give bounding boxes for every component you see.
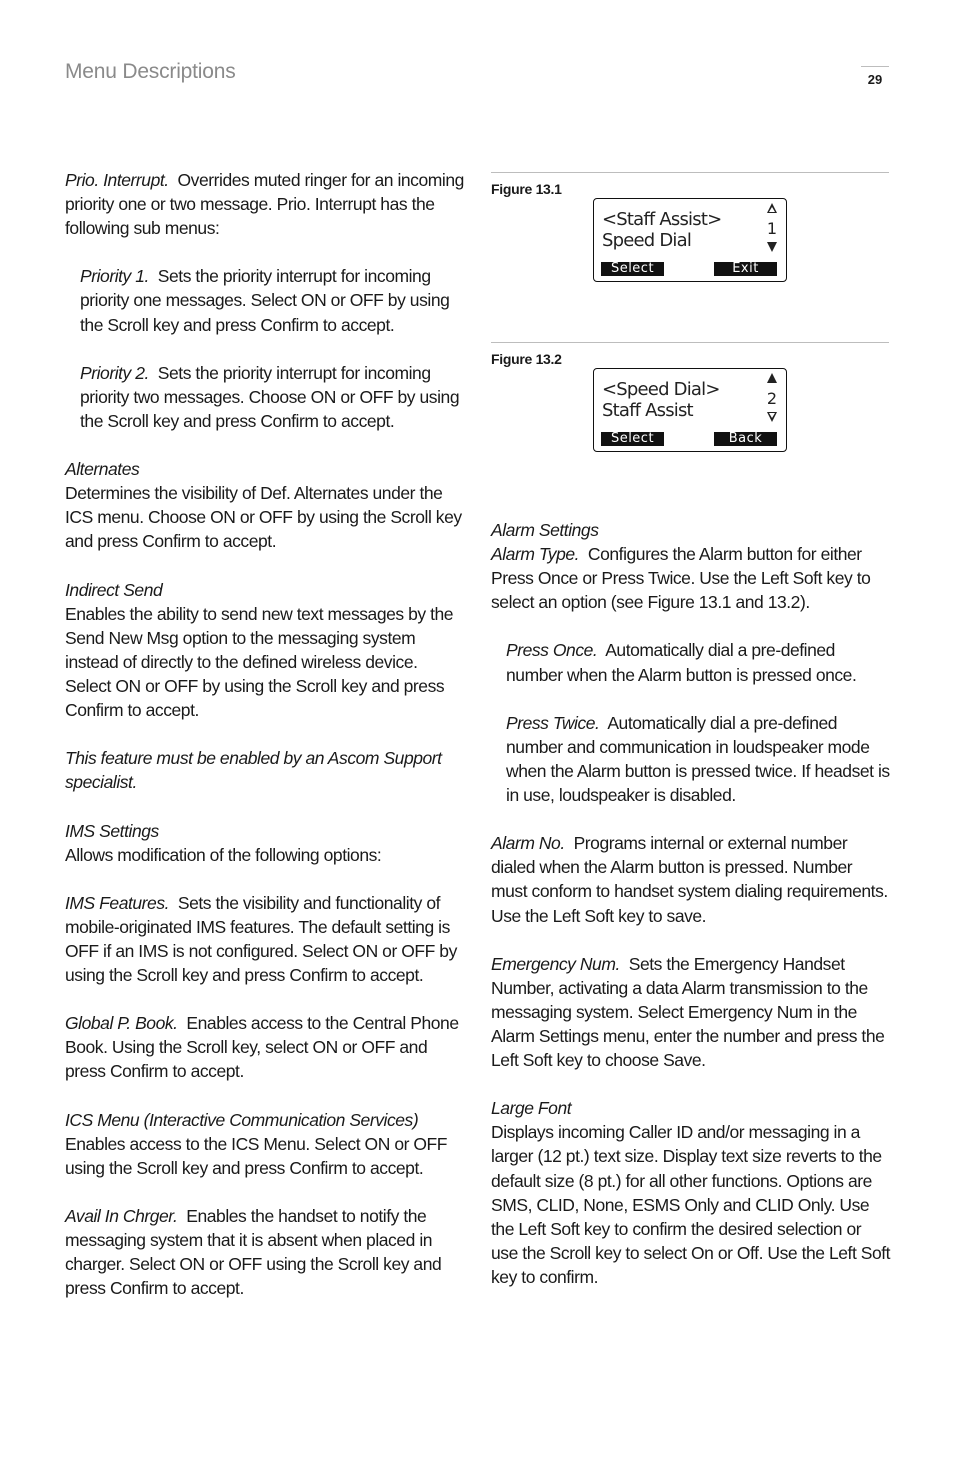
- priority-2-paragraph: [65, 361, 465, 433]
- indirect-send-section: [65, 578, 465, 723]
- display-line-1: <Speed Dial>: [602, 379, 720, 400]
- ims-features-paragraph: [65, 891, 465, 987]
- description: Programs internal or external number dialed when the Alarm button is pressed. Number must conform to handset system dialing requirements. Use the Left Soft key to save.: [491, 833, 888, 926]
- term: Global P. Book.: [65, 1013, 178, 1034]
- figure-label: Figure 13.2: [491, 351, 562, 367]
- press-twice-paragraph: [491, 711, 891, 807]
- page-number-rule: [861, 66, 889, 67]
- avail-in-charger-paragraph: [65, 1204, 465, 1300]
- section-heading: Alternates: [65, 459, 140, 480]
- term: IMS Features.: [65, 892, 170, 913]
- alarm-no-paragraph: [491, 831, 891, 927]
- press-once-paragraph: [491, 638, 891, 686]
- figure-13-1: [491, 172, 889, 293]
- support-note: [65, 746, 465, 794]
- right-soft-key: Exit: [714, 262, 777, 276]
- description: Allows modification of the following options:: [65, 844, 382, 865]
- display-line-2: Staff Assist: [602, 400, 693, 421]
- term: Press Once.: [506, 640, 598, 661]
- handset-display: [593, 368, 787, 452]
- description: Enables the ability to send new text messages by the Send New Msg option to the messaging system instead of directly to the defined wireless device. Select ON or OFF by using the Scroll key and press Confirm to accept.: [65, 603, 454, 721]
- right-column: [491, 518, 891, 1313]
- description: Automatically dial a pre-defined number and communication in loudspeaker mode when the Alarm button is pressed twice. If headset is in use, loudspeaker is disabled.: [506, 712, 890, 806]
- term: Prio. Interrupt.: [65, 170, 169, 190]
- section-title: Menu Descriptions: [65, 60, 236, 83]
- section-heading: Indirect Send: [65, 579, 163, 600]
- scroll-down-icon: [767, 242, 777, 252]
- display-line-1: <Staff Assist>: [602, 209, 722, 230]
- prio-interrupt-paragraph: [65, 168, 465, 240]
- figure-13-2: [491, 342, 889, 463]
- description: Overrides muted ringer for an incoming priority one or two message. Prio. Interrupt has the following sub menus:: [65, 170, 464, 239]
- description: Determines the visibility of Def. Alternates under the ICS menu. Choose ON or OFF by using the Scroll key and press Confirm to accept.: [65, 483, 462, 552]
- right-soft-key: Back: [714, 432, 777, 446]
- description: Enables the handset to notify the messaging system that it is absent when placed in charger. Select ON or OFF using the Scroll key and press Confirm to accept.: [65, 1206, 442, 1299]
- description: Automatically dial a pre-defined number when the Alarm button is pressed once.: [506, 640, 857, 685]
- scroll-up-icon: [767, 373, 777, 383]
- description: Configures the Alarm button for either Press Once or Press Twice. Use the Left Soft key to select an option (see Figure 13.1 and 13.2).: [491, 544, 871, 613]
- emergency-num-paragraph: [491, 952, 891, 1072]
- scroll-up-icon: [767, 203, 777, 213]
- description: Sets the Emergency Handset Number, activating a data Alarm transmission to the messaging system. Select Emergency Num in the Alarm Settings menu, enter the number and press the Left Soft key to choose Save.: [491, 953, 885, 1071]
- section-heading: Alarm Settings: [491, 520, 599, 540]
- note-text: This feature must be enabled by an Ascom Support specialist.: [65, 748, 442, 793]
- list-index: 1: [766, 219, 778, 238]
- term: Press Twice.: [506, 712, 600, 733]
- section-heading: Large Font: [491, 1098, 572, 1119]
- section-heading: ICS Menu (Interactive Communication Services): [65, 1109, 419, 1130]
- left-column: [65, 168, 465, 1325]
- term: Emergency Num.: [491, 953, 620, 974]
- page-number: 29: [867, 72, 883, 87]
- left-soft-key: Select: [601, 262, 664, 276]
- description: Sets the priority interrupt for incoming priority one messages. Select ON or OFF by using the Scroll key and press Confirm to accept.: [80, 266, 450, 335]
- large-font-section: [491, 1096, 891, 1289]
- description: Displays incoming Caller ID and/or messaging in a larger (12 pt.) text size. Display text size reverts to the default size (8 pt.) for all other functions. Options are SMS, CLID, None, ESMS Only and CLID Only. Use the Left Soft key to confirm the desired selection or use the Scroll key to select On or Off. Use the Left Soft key to confirm.: [491, 1122, 891, 1287]
- description: Sets the visibility and functionality of mobile-originated IMS features. The default setting is OFF if an IMS is not configured. Select ON or OFF by using the Scroll key and press Confirm to accept.: [65, 892, 457, 986]
- figure-label: Figure 13.1: [491, 181, 562, 197]
- left-soft-key: Select: [601, 432, 664, 446]
- alarm-settings-section: [491, 518, 891, 614]
- description: Enables access to the Central Phone Book. Using the Scroll key, select ON or OFF and press Confirm to accept.: [65, 1013, 459, 1082]
- term: Avail In Chrger.: [65, 1206, 178, 1227]
- handset-display: [593, 198, 787, 282]
- alternates-section: [65, 457, 465, 553]
- ics-menu-section: [65, 1108, 465, 1180]
- scroll-down-icon: [767, 412, 777, 422]
- priority-1-paragraph: [65, 264, 465, 336]
- global-phone-book-paragraph: [65, 1011, 465, 1083]
- section-heading: IMS Settings: [65, 820, 159, 841]
- term: Priority 2.: [80, 362, 149, 383]
- ims-settings-section: [65, 819, 465, 867]
- description: Enables access to the ICS Menu. Select ON or OFF using the Scroll key and press Confirm to accept.: [65, 1133, 448, 1178]
- display-line-2: Speed Dial: [602, 230, 692, 251]
- term: Priority 1.: [80, 266, 149, 287]
- term: Alarm No.: [491, 833, 565, 854]
- term: Alarm Type.: [491, 544, 580, 565]
- description: Sets the priority interrupt for incoming priority two messages. Choose ON or OFF by using the Scroll key and press Confirm to accept.: [80, 362, 460, 431]
- list-index: 2: [766, 389, 778, 408]
